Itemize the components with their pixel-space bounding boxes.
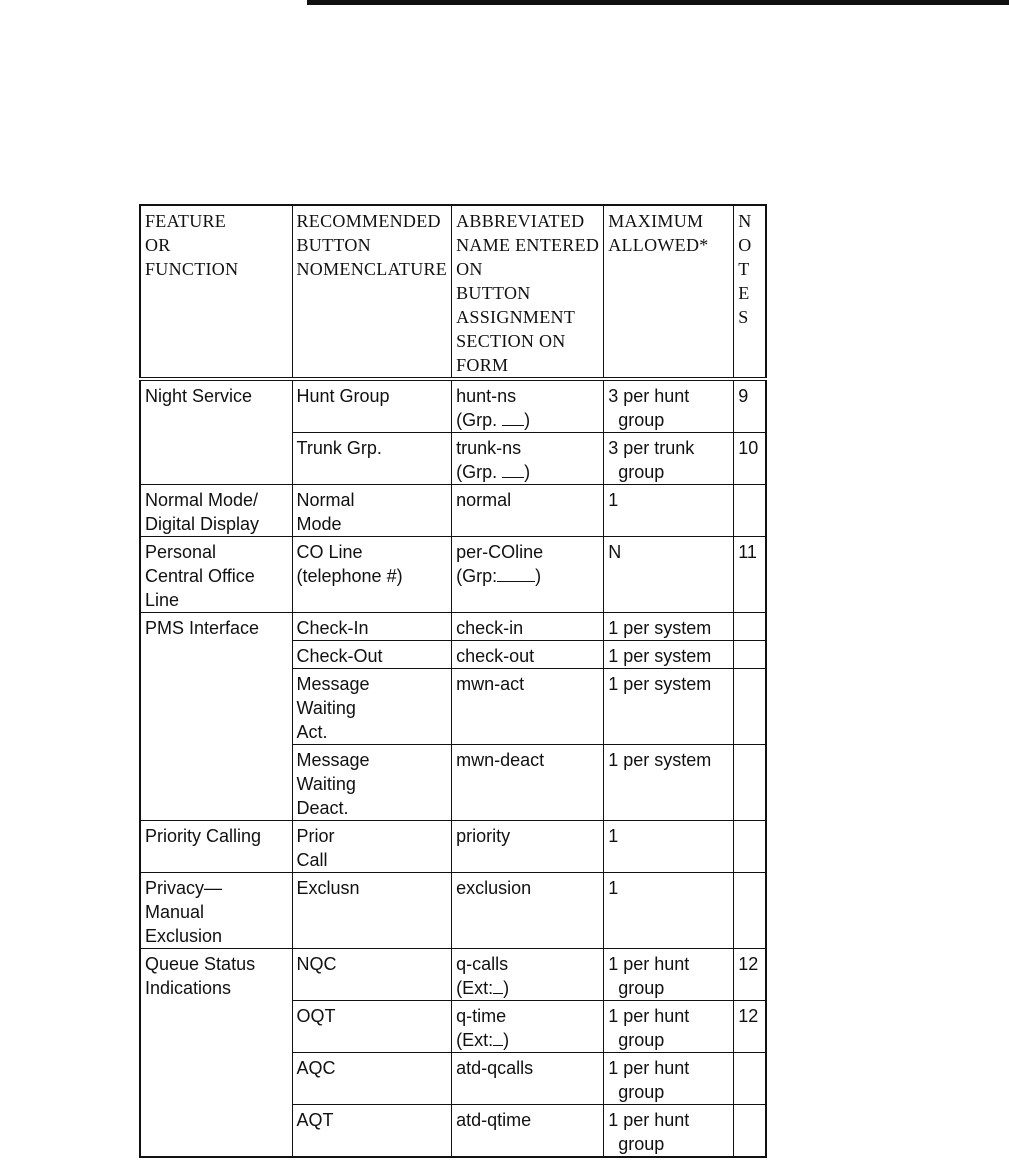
abbrev-cell: check-out (452, 641, 604, 669)
notes-cell (734, 485, 766, 537)
table-row (140, 379, 766, 433)
notes-cell: 12 (734, 1001, 766, 1053)
feature-cell: Priority Calling (140, 821, 292, 873)
feature-cell: Night Service (140, 379, 292, 485)
fill-in-blank (502, 461, 524, 478)
button-cell: Message Waiting Act. (292, 669, 452, 745)
max-cell: 1 (604, 821, 734, 873)
feature-cell: Personal Central Office Line (140, 537, 292, 613)
fill-in-blank (502, 409, 524, 426)
notes-cell (734, 873, 766, 949)
max-cell: 1 per hunt group (604, 1053, 734, 1105)
abbrev-cell: mwn-act (452, 669, 604, 745)
top-rule (307, 0, 1009, 5)
max-cell: 1 per hunt group (604, 949, 734, 1001)
abbrev-cell: mwn-deact (452, 745, 604, 821)
button-cell: AQT (292, 1105, 452, 1158)
button-cell: Message Waiting Deact. (292, 745, 452, 821)
abbrev-cell: trunk-ns (Grp. ) (452, 433, 604, 485)
notes-cell (734, 1053, 766, 1105)
feature-cell: Queue Status Indications (140, 949, 292, 1158)
button-cell: Prior Call (292, 821, 452, 873)
abbrev-cell: exclusion (452, 873, 604, 949)
notes-cell: 9 (734, 379, 766, 433)
abbrev-cell: atd-qtime (452, 1105, 604, 1158)
button-cell: Check-In (292, 613, 452, 641)
button-cell: Normal Mode (292, 485, 452, 537)
max-cell: 1 per hunt group (604, 1001, 734, 1053)
feature-cell: Normal Mode/ Digital Display (140, 485, 292, 537)
notes-cell (734, 641, 766, 669)
button-cell: Hunt Group (292, 379, 452, 433)
button-cell: AQC (292, 1053, 452, 1105)
header-row (140, 205, 766, 379)
notes-cell (734, 669, 766, 745)
feature-cell: Privacy— Manual Exclusion (140, 873, 292, 949)
abbrev-cell: check-in (452, 613, 604, 641)
abbrev-cell: q-time (Ext: ) (452, 1001, 604, 1053)
table-row (140, 873, 766, 949)
abbrev-cell: hunt-ns (Grp. ) (452, 379, 604, 433)
max-cell: 3 per trunk group (604, 433, 734, 485)
feature-cell: PMS Interface (140, 613, 292, 821)
max-cell: 1 (604, 485, 734, 537)
notes-cell: 11 (734, 537, 766, 613)
abbrev-cell: q-calls (Ext: ) (452, 949, 604, 1001)
fill-in-blank (493, 1029, 503, 1046)
abbrev-cell: normal (452, 485, 604, 537)
abbrev-cell: per-COline (Grp: ) (452, 537, 604, 613)
header-nomenclature: RECOMMENDED BUTTON NOMENCLATURE (292, 205, 452, 379)
notes-cell (734, 745, 766, 821)
notes-cell (734, 1105, 766, 1158)
header-notes: N O T E S (734, 205, 766, 379)
header-abbreviated-name: ABBREVIATED NAME ENTERED ON BUTTON ASSIGNMENT SECTION ON FORM (452, 205, 604, 379)
fill-in-blank (497, 565, 535, 582)
button-cell: Exclusn (292, 873, 452, 949)
table-row (140, 613, 766, 641)
abbrev-cell: priority (452, 821, 604, 873)
max-cell: N (604, 537, 734, 613)
fill-in-blank (493, 977, 503, 994)
button-assignment-table (139, 204, 767, 1158)
max-cell: 1 per system (604, 669, 734, 745)
max-cell: 1 per hunt group (604, 1105, 734, 1158)
button-cell: NQC (292, 949, 452, 1001)
max-cell: 1 per system (604, 613, 734, 641)
button-cell: CO Line (telephone #) (292, 537, 452, 613)
button-cell: Trunk Grp. (292, 433, 452, 485)
max-cell: 1 (604, 873, 734, 949)
table-row (140, 821, 766, 873)
notes-cell (734, 613, 766, 641)
header-feature: FEATURE OR FUNCTION (140, 205, 292, 379)
notes-cell: 10 (734, 433, 766, 485)
notes-cell: 12 (734, 949, 766, 1001)
button-cell: Check-Out (292, 641, 452, 669)
table-row (140, 537, 766, 613)
notes-cell (734, 821, 766, 873)
button-cell: OQT (292, 1001, 452, 1053)
max-cell: 3 per hunt group (604, 379, 734, 433)
max-cell: 1 per system (604, 641, 734, 669)
header-maximum: MAXIMUM ALLOWED* (604, 205, 734, 379)
table-row (140, 485, 766, 537)
abbrev-cell: atd-qcalls (452, 1053, 604, 1105)
table-row (140, 949, 766, 1001)
max-cell: 1 per system (604, 745, 734, 821)
